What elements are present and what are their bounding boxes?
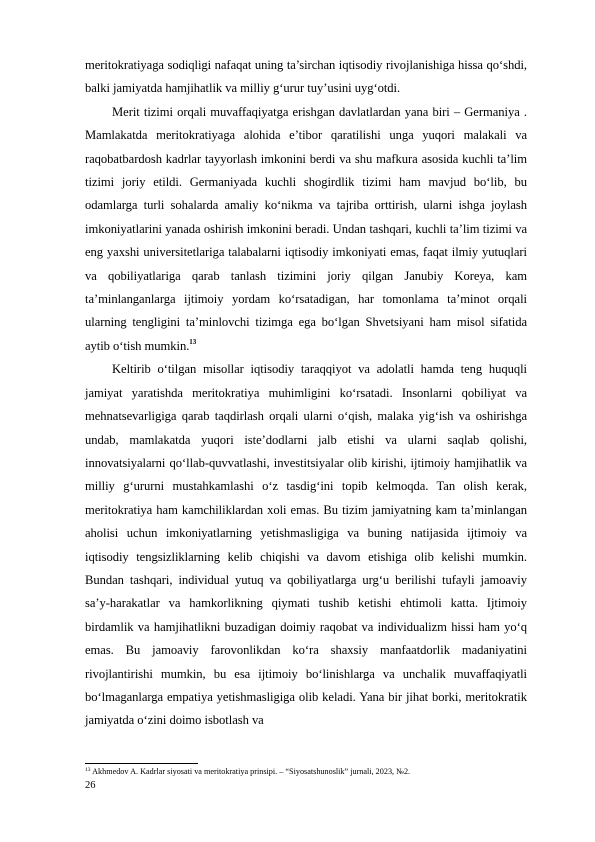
footnote-divider [85,763,198,764]
paragraph-3: Keltirib o‘tilgan misollar iqtisodiy taraqqiyot va adolatli hamda teng huquqli jamiyat yaratishda meritokratiya muhimligini ko‘rsatadi. Insonlarni qobiliyat va mehnatsevarligiga qarab taqdirlash orqali ularni o‘qish, malaka yig‘ish va oshirishga undab, mamlakatda yuqori iste’dodlarni jalb etishi va ularni saqlab qolishi, innovatsiyalarni qo‘llab-quvvatlashi, investitsiyalar olib kirishi, ijtimoiy hamjihatlik va milliy g‘ururni mustahkamlashi o‘z tasdig‘ini topib kelmoqda. Tan olish kerak, meritokratiya ham kamchiliklardan xoli emas. Bu tizim jamiyatning kam ta’minlangan aholisi uchun imkoniyatlarning yetishmasligiga va buning natijasida ijtimoiy va iqtisodiy tengsizliklarning kelib chiqishi va davom etishiga olib kelishi mumkin. Bundan tashqari, individual yutuq va qobiliyatlarga urg‘u berilishi tufayli jamoaviy sa’y-harakatlar va hamkorlikning qiymati tushib ketishi ehtimoli katta. Ijtimoiy birdamlik va hamjihatlikni buzadigan doimiy raqobat va individualizm hissi ham yo‘q emas. Bu jamoaviy farovonlikdan ko‘ra shaxsiy manfaatdorlik madaniyatini rivojlantirishi mumkin, bu esa ijtimoiy bo‘linishlarga va unchalik muvaffaqiyatli bo‘lmaganlarga empatiya yetishmasligiga olib keladi. Yana bir jihat borki, meritokratik jamiyatda o‘zini doimo isbotlash va [85,362,527,728]
footnote-number: 13 [85,767,91,773]
paragraph-1: meritokratiyaga sodiqligi nafaqat uning ta’sirchan iqtisodiy rivojlanishiga hissa qo‘shdi, balki jamiyatda hamjihatlik va milliy g‘urur tuy’usini uyg‘otdi. [85,58,527,96]
footnote-text: Akhmedov A. Kadrlar siyosati va meritokratiya prinsipi. – “Siyosatshunoslik” jurnali, 2023, №2. [92,767,411,776]
page-number: 26 [85,780,96,791]
paragraph-2-text: Merit tizimi orqali muvaffaqiyatga erishgan davlatlardan yana biri – Germaniya . Mamlakatda meritokratiyaga alohida e’tibor qaratilishi unga yuqori malakali va raqobatbardosh kadrlar tayyorlash imkonini berdi va shu mafkura asosida kuchli ta’lim tizimi joriy etildi. Germaniyada kuchli shogirdlik tizimi ham mavjud bo‘lib, bu odamlarga turli sohalarda amaliy ko‘nikma va tajriba orttirish, ularni ishga joylash imkoniyatlarini yanada oshirish imkonini beradi. Undan tashqari, kuchli ta’lim tizimi va eng yaxshi universitetlariga talabalarni iqtisodiy imkoniyati emas, faqat ilmiy yutuqlari va qobiliyatlariga qarab tanlash tizimini joriy qilgan Janubiy Koreya, kam ta’minlanganlarga ijtimoiy yordam ko‘rsatadigan, har tomonlama ta’minot orqali ularning tengligini ta’minlovchi tizimga ega bo‘lgan Shvetsiyani ham misol sifatida aytib o‘tish mumkin. [85,104,527,353]
footnote-reference[interactable]: 13 [189,337,197,346]
page-body [85,54,527,733]
paragraph-2 [85,101,527,358]
footnote [85,767,527,777]
